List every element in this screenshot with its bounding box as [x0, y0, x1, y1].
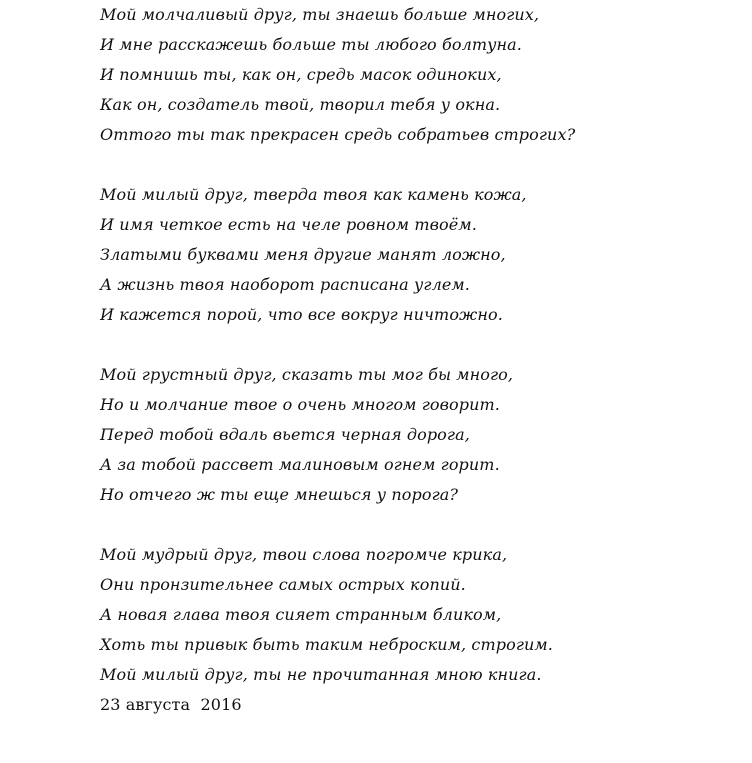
poem-line: Оттого ты так прекрасен средь собратьев строгих? — [100, 125, 576, 144]
stanza-gap — [100, 510, 740, 540]
poem-line: И кажется порой, что все вокруг ничтожно. — [100, 305, 503, 324]
poem-line: И имя четкое есть на челе ровном твоём. — [100, 215, 477, 234]
poem-line: А новая глава твоя сияет странным бликом, — [100, 605, 502, 624]
poem-line: И помнишь ты, как он, средь масок одиноких, — [100, 65, 502, 84]
poem-line: Мой милый друг, тверда твоя как камень кожа, — [100, 185, 527, 204]
poem-text — [100, 0, 740, 720]
poem-line: Но и молчание твое о очень многом говорит. — [100, 395, 500, 414]
poem-line: И мне расскажешь больше ты любого болтуна. — [100, 35, 522, 54]
poem-line: Как он, создатель твой, творил тебя у окна. — [100, 95, 501, 114]
poem-date: 23 августа 2016 — [100, 695, 242, 714]
poem-line: Перед тобой вдаль вьется черная дорога, — [100, 425, 470, 444]
stanza-gap — [100, 330, 740, 360]
poem-line: Мой молчаливый друг, ты знаешь больше многих, — [100, 5, 540, 24]
poem-line: Златыми буквами меня другие манят ложно, — [100, 245, 506, 264]
poem-line: Они пронзительнее самых острых копий. — [100, 575, 466, 594]
poem-line: Мой грустный друг, сказать ты мог бы много, — [100, 365, 514, 384]
poem-line: Мой мудрый друг, твои слова погромче крика, — [100, 545, 508, 564]
poem-line: Но отчего ж ты еще мнешься у порога? — [100, 485, 459, 504]
poem-line: А за тобой рассвет малиновым огнем горит. — [100, 455, 500, 474]
stanza-gap — [100, 150, 740, 180]
poem-line: А жизнь твоя наоборот расписана углем. — [100, 275, 470, 294]
poem-line: Хоть ты привык быть таким неброским, строгим. — [100, 635, 553, 654]
poem-line: Мой милый друг, ты не прочитанная мною книга. — [100, 665, 542, 684]
